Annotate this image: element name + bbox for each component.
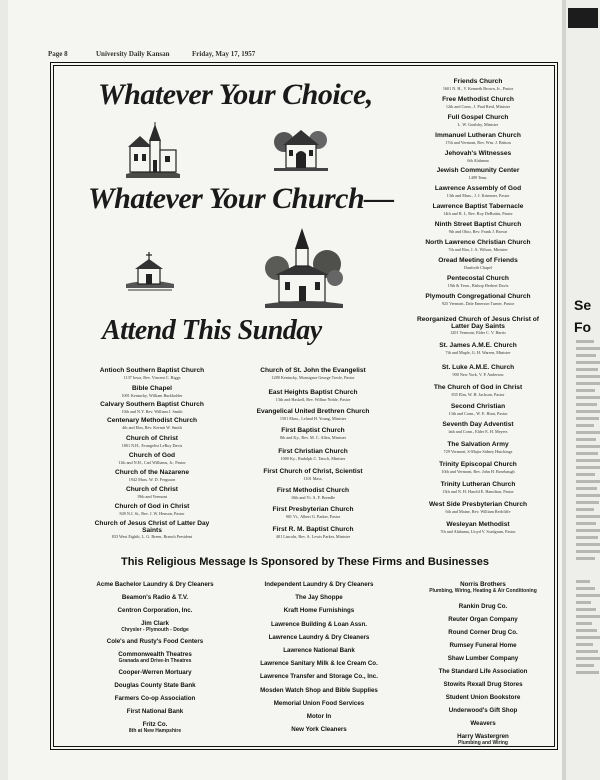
adjacent-text-line bbox=[576, 536, 598, 539]
church-entry bbox=[88, 368, 216, 380]
sponsor-entry-name: Shaw Lumber Company bbox=[447, 655, 519, 662]
church-entry-name: Plymouth Congregational Church bbox=[425, 293, 531, 300]
sponsor-entry bbox=[80, 639, 230, 646]
church-entry bbox=[410, 240, 546, 252]
church-entry-detail: 1280 Kentucky, Monsignor George Towle, Pastor bbox=[271, 374, 355, 380]
adjacent-text-line bbox=[576, 347, 600, 350]
church-entry-detail: 1101 Mass. bbox=[303, 475, 323, 481]
church-entry-detail: 1001 Kentucky, William Burkholder bbox=[121, 392, 183, 398]
church-entry-detail: 925 Vermont, Dale Emerson Turner, Pastor bbox=[441, 300, 515, 306]
church-entry-name: Ninth Street Baptist Church bbox=[434, 221, 522, 228]
sponsor-entry bbox=[234, 622, 404, 629]
church-entry-name: Calvary Southern Baptist Church bbox=[100, 401, 204, 408]
church-entry-name: Church of the Nazarene bbox=[114, 469, 189, 476]
adjacent-text-line bbox=[576, 594, 600, 597]
sponsor-entry bbox=[234, 608, 404, 615]
sponsor-entry bbox=[408, 682, 558, 689]
steeple-church-illustration-icon bbox=[265, 228, 343, 310]
church-entry-detail: 1000 Ky., Rudolph C. Tatsch, Minister bbox=[280, 455, 346, 461]
church-entry-detail: 13th and N. H. Harold E. Hamilton, Pastor bbox=[442, 488, 514, 494]
church-entry-name: Church of Jesus Christ of Latter Day Saints bbox=[94, 520, 210, 534]
sponsors-heading: This Religious Message Is Sponsored by These Firms and Businesses bbox=[120, 556, 489, 568]
church-entry bbox=[250, 368, 376, 380]
adjacent-text-line bbox=[576, 629, 597, 632]
church-entry-detail: 11th and N.H., Carl Williams, Jr., Pastor bbox=[118, 459, 186, 465]
headline-sunday: Attend This Sunday bbox=[102, 315, 322, 346]
sponsor-entry-name: Lawrence National Bank bbox=[283, 647, 355, 654]
sponsor-entry-name: Douglas County State Bank bbox=[114, 682, 196, 689]
sponsor-entry bbox=[408, 721, 558, 728]
sponsor-entry-name: Cooper-Werren Mortuary bbox=[118, 669, 192, 676]
issue-date: Friday, May 17, 1957 bbox=[192, 50, 256, 58]
church-entry-name: Second Christian bbox=[450, 403, 506, 410]
sponsor-entry-name: Fritz Co. bbox=[142, 721, 168, 728]
church-entry-name: The Church of God in Christ bbox=[433, 384, 523, 391]
sponsor-entry bbox=[234, 635, 404, 642]
adjacent-text-line bbox=[576, 480, 600, 483]
church-entry bbox=[250, 527, 376, 539]
church-entry-name: Church of Christ bbox=[125, 435, 179, 442]
sponsor-entry-name: First National Bank bbox=[126, 708, 184, 715]
church-entry bbox=[88, 453, 216, 465]
adjacent-text-line bbox=[576, 487, 597, 490]
church-entry bbox=[410, 442, 546, 454]
sponsor-entry-detail: Chrysler - Plymouth - Dodge bbox=[121, 626, 189, 633]
sponsor-entry bbox=[408, 656, 558, 663]
church-entry-detail: 1801 N.H., Evangelist LeRoy Davis bbox=[121, 442, 183, 448]
church-entry bbox=[250, 449, 376, 461]
adjacent-text-line bbox=[576, 671, 599, 674]
sponsor-entry bbox=[408, 643, 558, 650]
sponsor-entry bbox=[80, 696, 230, 703]
church-entry-name: Immanuel Lutheran Church bbox=[435, 132, 521, 139]
church-entry bbox=[410, 222, 546, 234]
church-entry bbox=[410, 462, 546, 474]
church-entry-detail: 8th and Ky., Rev. M. C. Allen, Minister bbox=[279, 434, 347, 440]
sponsor-entry-name: Underwood's Gift Shop bbox=[448, 707, 518, 714]
sponsor-entry bbox=[80, 608, 230, 615]
adjacent-text-line bbox=[576, 508, 594, 511]
church-entry bbox=[250, 488, 376, 500]
church-entry-detail: 10th and N.Y. Rev. William J. Smith bbox=[121, 408, 183, 414]
sponsor-entry-name: Student Union Bookstore bbox=[445, 694, 521, 701]
church-entry-detail: 1137 Iowa, Rev. Vincent C. Riggs bbox=[123, 374, 181, 380]
church-entry bbox=[88, 521, 216, 539]
church-entry bbox=[410, 317, 546, 335]
church-entry-name: Centenary Methodist Church bbox=[106, 417, 198, 424]
sponsor-entry bbox=[408, 734, 558, 746]
sponsor-entry bbox=[234, 701, 404, 708]
church-entry-name: The Salvation Army bbox=[447, 441, 509, 448]
church-entry-detail: 19th & Tenn., Bishop Herbert Davis bbox=[447, 282, 509, 288]
church-entry-detail: L. W. Goulsby, Minister bbox=[457, 121, 499, 127]
church-entry bbox=[410, 168, 546, 180]
church-entry-name: First Methodist Church bbox=[276, 487, 350, 494]
sponsor-entry bbox=[234, 714, 404, 721]
sponsor-entry bbox=[234, 661, 404, 668]
adjacent-text-line bbox=[576, 396, 600, 399]
sponsor-entry bbox=[408, 708, 558, 715]
church-entry-detail: 13th and Haskell, Rev. Wilbur Noble, Pastor bbox=[275, 396, 351, 402]
church-entry bbox=[250, 469, 376, 481]
sponsor-entry-name: Stowits Rexall Drug Stores bbox=[443, 681, 523, 688]
church-entry-name: Trinity Lutheran Church bbox=[440, 481, 516, 488]
church-entry-name: Free Methodist Church bbox=[442, 96, 514, 103]
sponsor-entry-name: Lawrence Sanitary Milk & Ice Cream Co. bbox=[260, 660, 378, 667]
church-entry-name: Seventh Day Adventist bbox=[442, 421, 514, 428]
sponsor-entry bbox=[80, 683, 230, 690]
church-entry bbox=[250, 428, 376, 440]
church-entry bbox=[410, 365, 546, 377]
church-entry-detail: 835 Elm, W. H. Jackson, Pastor bbox=[451, 391, 505, 397]
adjacent-text-line bbox=[576, 557, 595, 560]
adjacent-text-line bbox=[576, 615, 600, 618]
sponsor-entry-name: Centron Corporation, Inc. bbox=[117, 607, 193, 614]
adjacent-text-line bbox=[576, 608, 596, 611]
adjacent-text-line bbox=[576, 494, 600, 497]
adjacent-text-line bbox=[576, 382, 600, 385]
church-entry-detail: 900 New York, V. P. Anderson bbox=[452, 371, 504, 377]
sponsor-entry bbox=[408, 582, 558, 594]
church-entry-name: First Christian Church bbox=[278, 448, 348, 455]
church-entry-name: First Baptist Church bbox=[281, 427, 345, 434]
church-entry bbox=[250, 507, 376, 519]
sponsor-entry-name: Reuter Organ Company bbox=[448, 616, 518, 623]
adjacent-text-line bbox=[576, 375, 600, 378]
church-entry bbox=[88, 487, 216, 499]
adjacent-text-line bbox=[576, 529, 600, 532]
sponsor-entry-name: Lawrence Building & Loan Assn. bbox=[270, 621, 368, 628]
sponsor-entry-name: Harry Wastergren bbox=[457, 733, 509, 740]
church-entry-detail: 1409 Tenn. bbox=[468, 174, 488, 180]
church-entry-name: Bible Chapel bbox=[132, 385, 172, 392]
church-entry-detail: 6th Alabama bbox=[467, 157, 489, 163]
adjacent-text-line bbox=[576, 657, 600, 660]
small-church-illustration-icon bbox=[126, 252, 174, 292]
church-entry-name: Lawrence Baptist Tabernacle bbox=[432, 203, 524, 210]
sponsor-entry bbox=[234, 688, 404, 695]
church-entry-detail: 849 N.J. St., Rev. J. W. Henson, Pastor bbox=[119, 510, 185, 516]
church-entry-name: West Side Presbyterian Church bbox=[428, 501, 528, 508]
sponsor-entry-name: Motor In bbox=[306, 713, 332, 720]
church-entry-name: Church of St. John the Evangelist bbox=[260, 367, 366, 374]
church-entry bbox=[410, 422, 546, 434]
church-entry bbox=[410, 502, 546, 514]
sponsor-entry bbox=[234, 582, 404, 589]
church-entry-name: Evangelical United Brethren Church bbox=[256, 408, 370, 415]
church-entry bbox=[88, 504, 216, 516]
church-entry bbox=[410, 276, 546, 288]
adjacent-text-line bbox=[576, 410, 600, 413]
adjacent-text-line bbox=[576, 417, 599, 420]
adjacent-text-line bbox=[576, 361, 600, 364]
adjacent-text-line bbox=[576, 622, 592, 625]
adjacent-text-line bbox=[576, 368, 598, 371]
sponsor-entry-name: Lawrence Laundry & Dry Cleaners bbox=[268, 634, 370, 641]
sponsor-entry-name: Norris Brothers bbox=[460, 581, 506, 588]
church-entry-detail: 833 West Eighth, L. G. Breen, Branch President bbox=[111, 534, 193, 540]
church-entry-detail: 7th and Alabama, Lloyd V. Scadgram, Pastor bbox=[440, 528, 516, 534]
church-entry bbox=[410, 385, 546, 397]
sponsor-entry-detail: 8th at New Hampshire bbox=[128, 727, 182, 734]
adjacent-text-line bbox=[576, 501, 599, 504]
church-entry-name: Church of Christ bbox=[125, 486, 179, 493]
sponsor-entry-name: Acme Bachelor Laundry & Dry Cleaners bbox=[96, 581, 214, 588]
church-entry-name: Friends Church bbox=[453, 78, 503, 85]
church-entry-name: St. James A.M.E. Church bbox=[439, 342, 517, 349]
church-entry-name: Oread Meeting of Friends bbox=[438, 257, 518, 264]
sponsor-entry bbox=[80, 582, 230, 589]
church-entry bbox=[410, 133, 546, 145]
adjacent-text-line bbox=[576, 403, 597, 406]
adjacent-text-line bbox=[576, 445, 600, 448]
adjacent-text-line bbox=[576, 340, 594, 343]
adjacent-text-line bbox=[576, 664, 594, 667]
church-entry bbox=[88, 470, 216, 482]
church-entry-name: Church of God bbox=[128, 452, 176, 459]
adjacent-text-line bbox=[576, 389, 595, 392]
sponsor-entry-name: Rankin Drug Co. bbox=[458, 603, 508, 610]
church-illustration-icon bbox=[124, 122, 182, 180]
church-entry bbox=[410, 482, 546, 494]
church-entry bbox=[410, 151, 546, 163]
church-entry bbox=[250, 390, 376, 402]
church-entry-name: First R. M. Baptist Church bbox=[272, 526, 354, 533]
adjacent-headline-line-2: Fo bbox=[574, 319, 592, 335]
church-entry-detail: 1501 Mass., Leland H. Young, Minister bbox=[279, 415, 347, 421]
sponsor-entry-name: Rumsey Funeral Home bbox=[449, 642, 517, 649]
church-entry bbox=[88, 436, 216, 448]
church-entry-detail: 10th and Vermont, Rev. John H. Bosebaugh bbox=[441, 468, 515, 474]
church-entry-detail: 12th and Conn., J. Paul Reid, Minister bbox=[445, 103, 511, 109]
church-entry bbox=[410, 343, 546, 355]
church-entry-detail: 1942 Mass. W. D. Ferguson bbox=[128, 476, 176, 482]
adjacent-text-line bbox=[576, 580, 590, 583]
church-entry-detail: 1601 N. H., V. Kenneth Brown, Jr., Pastor bbox=[442, 85, 514, 91]
church-entry bbox=[410, 404, 546, 416]
sponsor-entry bbox=[80, 722, 230, 734]
adjacent-text-line bbox=[576, 424, 594, 427]
church-entry-name: Full Gospel Church bbox=[447, 114, 509, 121]
church-entry-name: Pentecostal Church bbox=[447, 275, 509, 282]
sponsor-entry-name: Lawrence Transfer and Storage Co., Inc. bbox=[260, 673, 378, 680]
adjacent-headline bbox=[574, 294, 591, 338]
church-entry-name: Reorganized Church of Jesus Christ of Latter Day Saints bbox=[416, 316, 539, 330]
church-entry-name: Church of God in Christ bbox=[114, 503, 190, 510]
sponsor-entry bbox=[408, 669, 558, 676]
sponsor-entry-name: Independent Laundry & Dry Cleaners bbox=[264, 581, 374, 588]
adjacent-text-line bbox=[576, 452, 598, 455]
church-entry bbox=[410, 97, 546, 109]
church-entry-detail: 729 Vermont, S-Major Sidney Hutchings bbox=[443, 448, 513, 454]
church-entry-detail: 7th and Maple, G. H. Warren, Minister bbox=[445, 349, 511, 355]
adjacent-headline-line-1: Se bbox=[574, 297, 592, 313]
sponsor-entry-name: Weavers bbox=[470, 720, 496, 727]
sponsor-entry bbox=[408, 617, 558, 624]
adjacent-text-line bbox=[576, 543, 600, 546]
church-entry-name: St. Luke A.M.E. Church bbox=[441, 364, 515, 371]
adjacent-text-line bbox=[576, 650, 598, 653]
sponsor-entry-name: The Jay Shoppe bbox=[295, 594, 343, 601]
church-entry-name: Antioch Southern Baptist Church bbox=[99, 367, 205, 374]
church-entry-detail: 17th and Vermont, Rev. Wm. J. Britton bbox=[445, 139, 511, 145]
sponsor-entry-name: New York Cleaners bbox=[291, 726, 347, 733]
adjacent-text-line bbox=[576, 550, 600, 553]
headline-church: Whatever Your Church— bbox=[88, 182, 394, 215]
church-entry bbox=[410, 258, 546, 270]
adjacent-text-line bbox=[576, 466, 600, 469]
church-entry-detail: 10th and Vt. A. F. Brendle bbox=[290, 494, 336, 500]
sponsor-entry bbox=[408, 695, 558, 702]
church-entry-name: Wesleyan Methodist bbox=[446, 521, 510, 528]
sponsor-entry bbox=[234, 648, 404, 655]
sponsor-entry-detail: Plumbing, Wiring, Heating & Air Conditioning bbox=[429, 587, 537, 594]
page-header bbox=[48, 50, 548, 62]
church-entry bbox=[250, 409, 376, 421]
church-entry bbox=[410, 115, 546, 127]
adjacent-text-line bbox=[576, 636, 600, 639]
sponsor-entry bbox=[80, 652, 230, 664]
sponsor-entry-name: Memorial Union Food Services bbox=[273, 700, 365, 707]
sponsor-entry-name: Commonwealth Theatres bbox=[118, 651, 192, 658]
sponsor-entry-name: Beamon's Radio & T.V. bbox=[121, 594, 189, 601]
sponsor-entry-name: Mosden Watch Shop and Bible Supplies bbox=[260, 687, 378, 694]
church-entry-detail: 14th and R. I., Rev. Roy DeRuttin, Pastor bbox=[443, 210, 513, 216]
adjacent-text-line bbox=[576, 515, 600, 518]
church-entry-detail: 1201 Vermont, Elder C. V. Harris bbox=[450, 330, 506, 336]
church-entry bbox=[88, 402, 216, 414]
sponsor-entry-name: The Standard Life Association bbox=[438, 668, 528, 675]
church-entry-detail: 19th and Vermont bbox=[137, 493, 167, 499]
church-entry bbox=[410, 204, 546, 216]
church-entry bbox=[410, 294, 546, 306]
adjacent-text-line bbox=[576, 643, 593, 646]
church-entry-detail: lath and Conn., Elder E. H. Meyers bbox=[448, 428, 508, 434]
sponsor-entry bbox=[80, 709, 230, 716]
church-entry-name: First Church of Christ, Scientist bbox=[263, 468, 363, 475]
sponsor-entry bbox=[234, 727, 404, 734]
sponsor-entry bbox=[80, 621, 230, 633]
sponsor-entry-detail: Plumbing and Wiring bbox=[458, 739, 508, 746]
church-entry-detail: 13th and Mass., J. J. Krimmer, Pastor bbox=[446, 192, 510, 198]
church-entry-detail: 4th and Elm, Rev. Kermit W. Smith bbox=[122, 424, 182, 430]
church-entry-detail: 13th and Conn., W. E. Hunt, Pastor bbox=[448, 410, 508, 416]
church-entry bbox=[410, 522, 546, 534]
sponsor-entry-name: Kraft Home Furnishings bbox=[283, 607, 355, 614]
sponsor-entry-name: Farmers Co-op Association bbox=[114, 695, 196, 702]
church-entry-name: Jewish Community Center bbox=[436, 167, 520, 174]
sponsor-entry-name: Jim Clark bbox=[141, 620, 169, 627]
sponsor-entry-detail: Granada and Drive-In Theatres bbox=[118, 657, 192, 664]
headline-choice: Whatever Your Choice, bbox=[98, 78, 373, 111]
church-entry-name: First Presbyterian Church bbox=[272, 506, 354, 513]
church-entry-detail: 401 Lincoln, Rev. A. Lewis Parker, Minister bbox=[275, 533, 351, 539]
sponsor-entry bbox=[80, 670, 230, 677]
adjacent-page-dark-block bbox=[568, 8, 598, 28]
sponsor-entry-name: Round Corner Drug Co. bbox=[448, 629, 518, 636]
adjacent-text-line bbox=[576, 438, 596, 441]
church-entry-name: East Heights Baptist Church bbox=[268, 389, 358, 396]
church-entry-detail: 6th and Maine, Rev. William Redcliffe bbox=[445, 508, 511, 514]
page-number: Page 8 bbox=[48, 50, 68, 58]
church-entry-detail: 7th and Elm, J. A. Wilson, Minister bbox=[448, 246, 508, 252]
church-entry-name: Lawrence Assembly of God bbox=[434, 185, 522, 192]
church-entry bbox=[88, 418, 216, 430]
church-entry-name: Jehovah's Witnesses bbox=[444, 150, 512, 157]
church-entry bbox=[88, 386, 216, 398]
church-entry-detail: Danforth Chapel bbox=[463, 264, 493, 270]
newspaper-name: University Daily Kansan bbox=[96, 50, 170, 58]
church-entry-name: North Lawrence Christian Church bbox=[425, 239, 531, 246]
sponsor-entry bbox=[408, 630, 558, 637]
adjacent-text-line bbox=[576, 601, 591, 604]
adjacent-text-line bbox=[576, 587, 595, 590]
adjacent-text-line bbox=[576, 431, 600, 434]
church-entry bbox=[410, 186, 546, 198]
church-entry-detail: 9th and Ohio, Rev. Frank J. Brown bbox=[448, 228, 508, 234]
adjacent-text-line bbox=[576, 522, 596, 525]
adjacent-text-line bbox=[576, 473, 595, 476]
sponsor-entry bbox=[80, 595, 230, 602]
sponsor-entry-name: Cole's and Rusty's Food Centers bbox=[106, 638, 204, 645]
sponsor-entry bbox=[234, 595, 404, 602]
adjacent-text-line bbox=[576, 354, 596, 357]
adjacent-text-line bbox=[576, 459, 600, 462]
church-entry bbox=[410, 79, 546, 91]
sponsor-entry bbox=[234, 674, 404, 681]
church-entry-detail: 901 Vt., Albert G. Parker, Pastor bbox=[285, 513, 341, 519]
church-entry-name: Trinity Episcopal Church bbox=[439, 461, 517, 468]
sponsor-entry bbox=[408, 604, 558, 611]
chapel-illustration-icon bbox=[274, 122, 328, 172]
